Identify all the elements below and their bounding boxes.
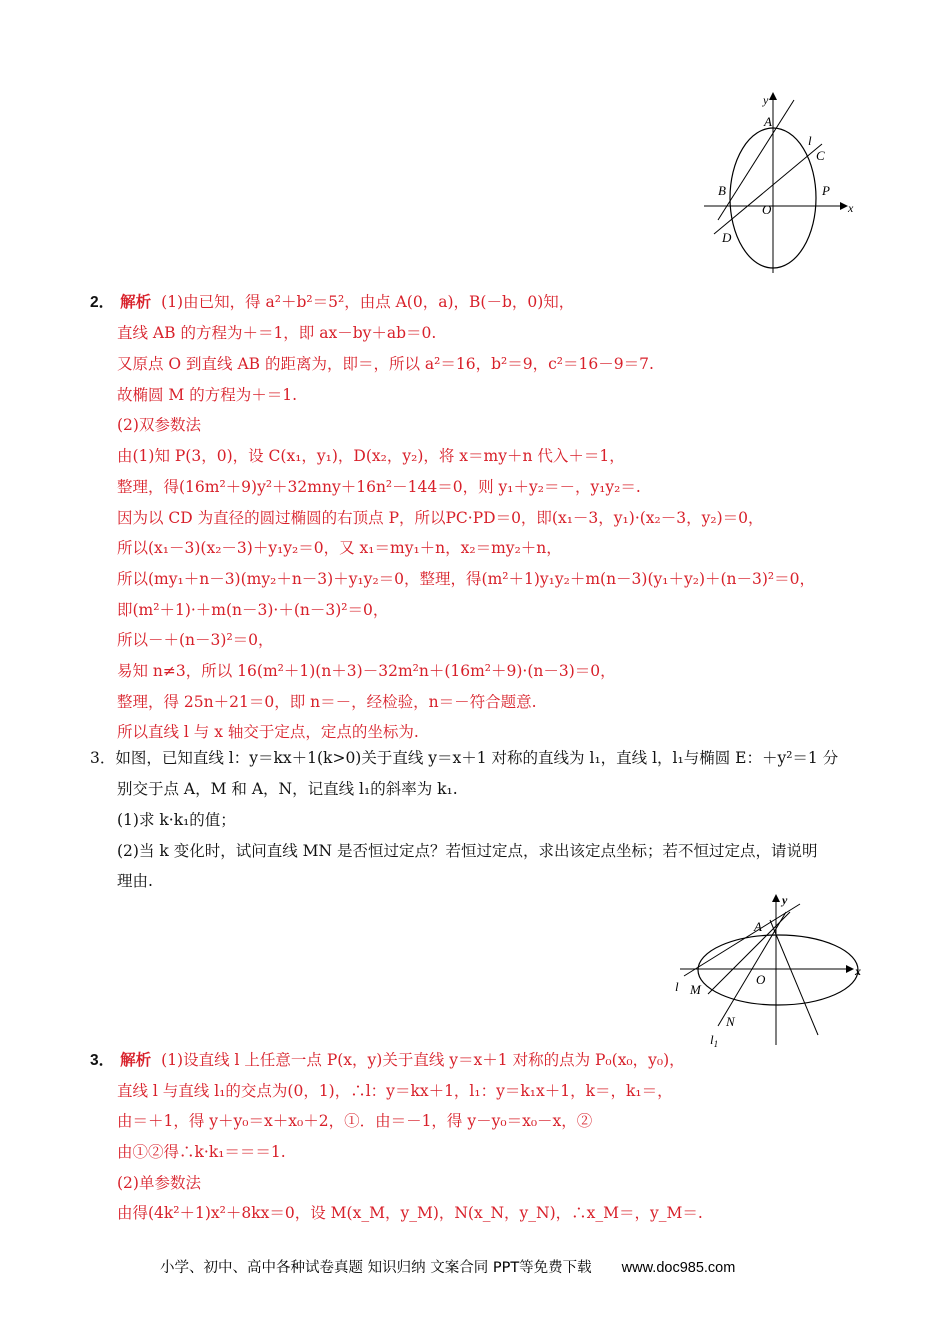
q3-text-0: 如图，已知直线 l：y＝kx＋1(k>0)关于直线 y＝x＋1 对称的直线为 l₁，直线 l，l₁与椭圆 E：＋y²＝1 分 [115,749,839,767]
a3-text-0: (1)设直线 l 上任意一点 P(x，y)关于直线 y＝x＋1 对称的点为 P₀(x₀，y₀)， [161,1051,685,1069]
label-o: O [756,972,766,987]
q3-line-1: 别交于点 A，M 和 A，N，记直线 l₁的斜率为 k₁. [117,780,458,798]
footer [160,1256,735,1277]
line-l [684,904,800,976]
figure-ellipse-2 [672,890,872,1050]
q2-number: 2． [90,294,115,311]
a3-line-5: 由得(4k²＋1)x²＋8kx＝0，设 M(x_M，y_M)，N(x_N，y_N)，∴x_M＝，y_M＝. [117,1204,703,1222]
label-b: B [718,183,726,198]
q2-line-7: 因为以 CD 为直径的圆过椭圆的右顶点 P，所以PC·PD＝0，即(x₁－3，y₁)·(x₂－3，y₂)＝0， [117,509,764,527]
q3-line-4: 理由. [117,872,153,890]
a3-line-4: (2)单参数法 [117,1174,201,1192]
label-l: l [675,979,679,994]
q2-line-5: 由(1)知 P(3，0)，设 C(x₁，y₁)，D(x₂，y₂)，将 x＝my＋n 代入＋＝1， [117,447,625,465]
q2-line-11: 所以－＋(n－3)²＝0， [117,631,274,649]
ellipse-e [698,935,858,1005]
a3-line-2: 由＝＋1，得 y＋y₀＝x＋x₀＋2，①．由＝－1，得 y－y₀＝x₀－x，② [117,1112,593,1130]
label-l: l [808,133,812,148]
q3-number: 3． [90,749,116,767]
q2-line-1: 直线 AB 的方程为＋＝1，即 ax－by＋ab＝0. [117,324,437,342]
q2-tag: 解析 [120,294,152,311]
q3-line-0 [90,747,838,769]
label-o: O [762,202,772,217]
label-a: A [754,919,762,934]
label-m: M [690,982,701,997]
q2-line-13: 整理，得 25n＋21＝0，即 n＝－，经检验，n＝－符合题意. [117,693,537,711]
a3-line-1: 直线 l 与直线 l₁的交点为(0，1)，∴l：y＝kx＋1，l₁：y＝k₁x＋1，k＝，k₁＝， [117,1082,673,1100]
label-x: x [848,201,854,215]
label-d: D [722,230,732,245]
q2-line-9: 所以(my₁＋n－3)(my₂＋n－3)＋y₁y₂＝0，整理，得(m²＋1)y₁y₂＋m(n－3)(y₁＋y₂)＋(n－3)²＝0， [117,570,816,588]
q2-text-0: (1)由已知，得 a²＋b²＝5²，由点 A(0，a)，B(－b，0)知， [161,293,575,311]
footer-site-link[interactable]: www.doc985.com [621,1260,736,1276]
q3-line-2: (1)求 k·k₁的值； [117,811,236,829]
footer-text: 小学、初中、高中各种试卷真题 知识归纳 文案合同 PPT等免费下载 [160,1260,592,1276]
label-y: y [782,893,788,907]
label-c: C [816,148,825,163]
figure-ellipse-1 [700,88,870,278]
label-a: A [764,114,772,129]
a3-tag: 解析 [120,1052,152,1069]
q2-line-14: 所以直线 l 与 x 轴交于定点，定点的坐标为. [117,723,419,741]
q2-line-12: 易知 n≠3，所以 16(m²＋1)(n＋3)－32m²n＋(16m²＋9)·(n－3)＝0， [117,662,616,680]
label-x: x [855,964,861,978]
q2-line-6: 整理，得(16m²＋9)y²＋32mny＋16n²－144＝0，则 y₁＋y₂＝－，y₁y₂＝. [117,478,641,496]
a3-line-3: 由①②得∴k·k₁＝＝＝1. [117,1143,286,1161]
a3-line-0 [90,1049,685,1072]
q3-line-3: (2)当 k 变化时，试问直线 MN 是否恒过定点？若恒过定点，求出该定点坐标；若不恒过定点，请说明 [117,842,818,860]
q2-line-3: 故椭圆 M 的方程为＋＝1. [117,386,298,404]
line-ab [718,100,794,220]
label-p: P [822,183,830,198]
q2-line-10: 即(m²＋1)·＋m(n－3)·＋(n－3)²＝0， [117,601,389,619]
q2-line-8: 所以(x₁－3)(x₂－3)＋y₁y₂＝0，又 x₁＝my₁＋n，x₂＝my₂＋n， [117,539,562,557]
label-n: N [726,1014,735,1029]
label-y: y [763,93,769,107]
label-l1: $l_1$ [710,1032,719,1049]
a3-number: 3． [90,1052,115,1069]
line-mn [770,920,818,1035]
q2-line-2: 又原点 O 到直线 AB 的距离为，即＝，所以 a²＝16，b²＝9，c²＝16－9＝7. [117,355,654,373]
q2-line-0 [90,291,574,314]
q2-line-4: (2)双参数法 [117,416,201,434]
